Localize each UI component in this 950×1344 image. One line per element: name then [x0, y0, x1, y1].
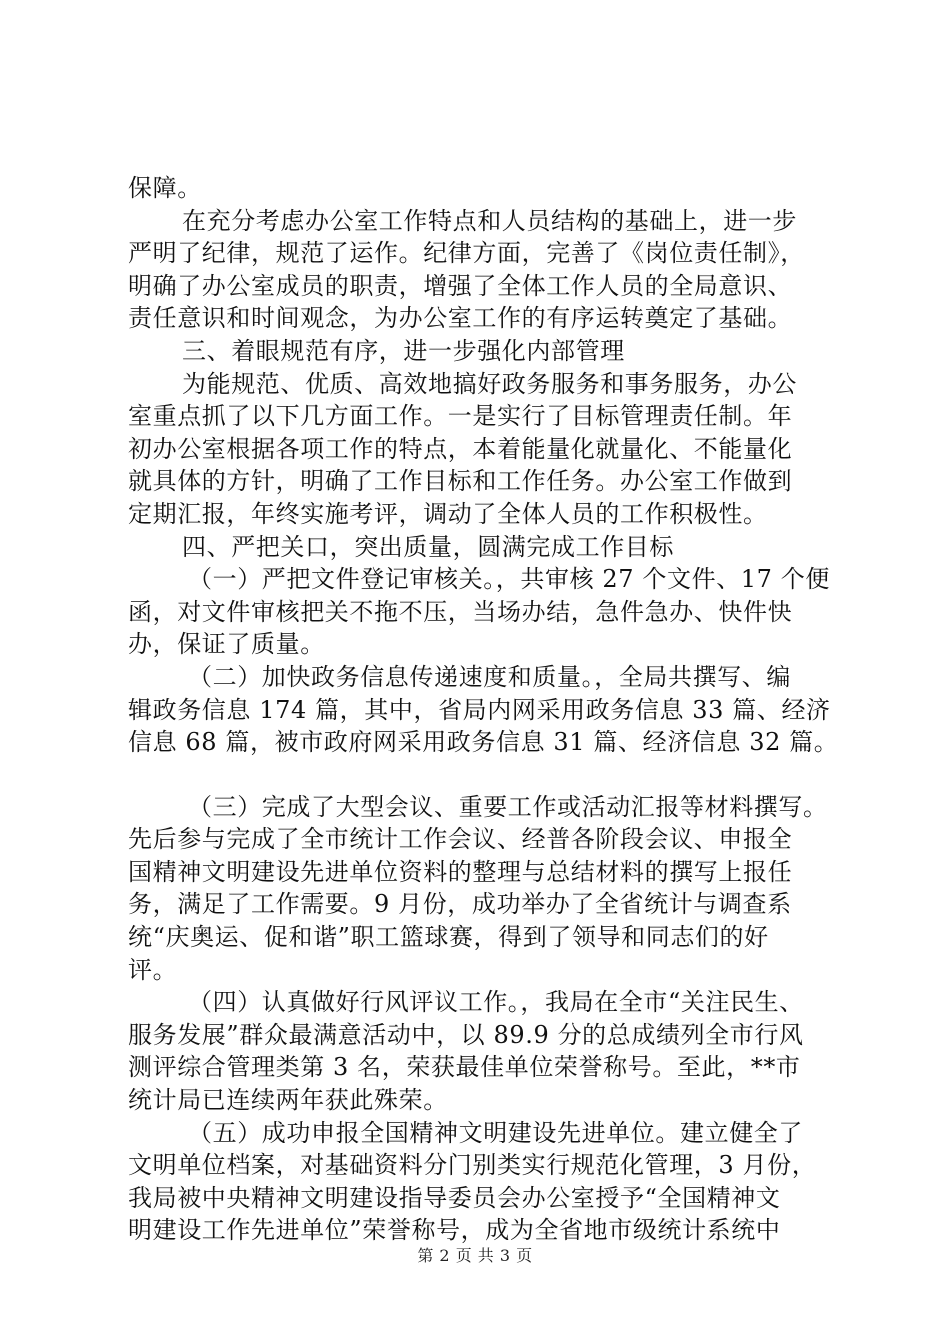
text-line: 辑政务信息 174 篇，其中，省局内网采用政务信息 33 篇、经济	[128, 695, 831, 724]
section-heading: 四、严把关口，突出质量，圆满完成工作目标	[182, 532, 674, 561]
text-line: 服务发展”群众最满意活动中，以 89.9 分的总成绩列全市行风	[128, 1020, 804, 1049]
text-line: 定期汇报，年终实施考评，调动了全体人员的工作积极性。	[128, 499, 768, 528]
text-line: 评。	[128, 955, 178, 984]
blank-line	[128, 759, 834, 791]
subsection-start: （一）严把文件登记审核关。，共审核 27 个文件、17 个便	[188, 565, 830, 594]
text-line: 文明单位档案，对基础资料分门别类实行规范化管理，3 月份，	[128, 1151, 817, 1180]
text-line: 信息 68 篇，被市政府网采用政务信息 31 篇、经济信息 32 篇。	[128, 728, 839, 757]
text-line: 严明了纪律，规范了运作。纪律方面，完善了《岗位责任制》，	[128, 239, 805, 268]
section-heading: 三、着眼规范有序，进一步强化内部管理	[182, 336, 625, 365]
text-line: 国精神文明建设先进单位资料的整理与总结材料的撰写上报任	[128, 857, 793, 886]
text-line: 函，对文件审核把关不拖不压，当场办结，急件急办、快件快	[128, 597, 793, 626]
subsection-start: （四）认真做好行风评议工作。，我局在全市“关注民生、	[188, 988, 804, 1017]
document-body	[128, 172, 839, 1247]
text-line: 保障。	[128, 174, 202, 202]
text-line: 先后参与完成了全市统计工作会议、经普各阶段会议、申报全	[128, 825, 793, 854]
text-line: 务，满足了工作需要。9 月份，成功举办了全省统计与调查系	[128, 890, 792, 919]
subsection-start: （五）成功申报全国精神文明建设先进单位。建立健全了	[188, 1118, 803, 1147]
subsection-start: （二）加快政务信息传递速度和质量。，全局共撰写、编	[188, 662, 791, 691]
text-line: 统计局已连续两年获此殊荣。	[128, 1086, 448, 1115]
paragraph-start: 在充分考虑办公室工作特点和人员结构的基础上，进一步	[182, 206, 797, 235]
text-line: 初办公室根据各项工作的特点，本着能量化就量化、不能量化	[128, 434, 793, 463]
text-line: 办，保证了质量。	[128, 630, 325, 659]
text-line: 室重点抓了以下几方面工作。一是实行了目标管理责任制。年	[128, 402, 793, 431]
text-line: 我局被中央精神文明建设指导委员会办公室授予“全国精神文	[128, 1183, 781, 1212]
page-number-footer: 第 2 页 共 3 页	[417, 1246, 533, 1265]
text-line: 就具体的方针，明确了工作目标和工作任务。办公室工作做到	[128, 467, 793, 496]
subsection-start: （三）完成了大型会议、重要工作或活动汇报等材料撰写。	[188, 792, 828, 821]
text-line: 测评综合管理类第 3 名，荣获最佳单位荣誉称号。至此，**市	[128, 1053, 801, 1082]
text-line: 责任意识和时间观念，为办公室工作的有序运转奠定了基础。	[128, 304, 793, 333]
text-line: 明确了办公室成员的职责，增强了全体工作人员的全局意识、	[128, 271, 793, 300]
text-line: 明建设工作先进单位”荣誉称号，成为全省地市级统计系统中	[128, 1216, 781, 1245]
text-line: 统“庆奥运、促和谐”职工篮球赛，得到了领导和同志们的好	[128, 923, 769, 952]
paragraph-start: 为能规范、优质、高效地搞好政务服务和事务服务，办公	[182, 369, 797, 398]
